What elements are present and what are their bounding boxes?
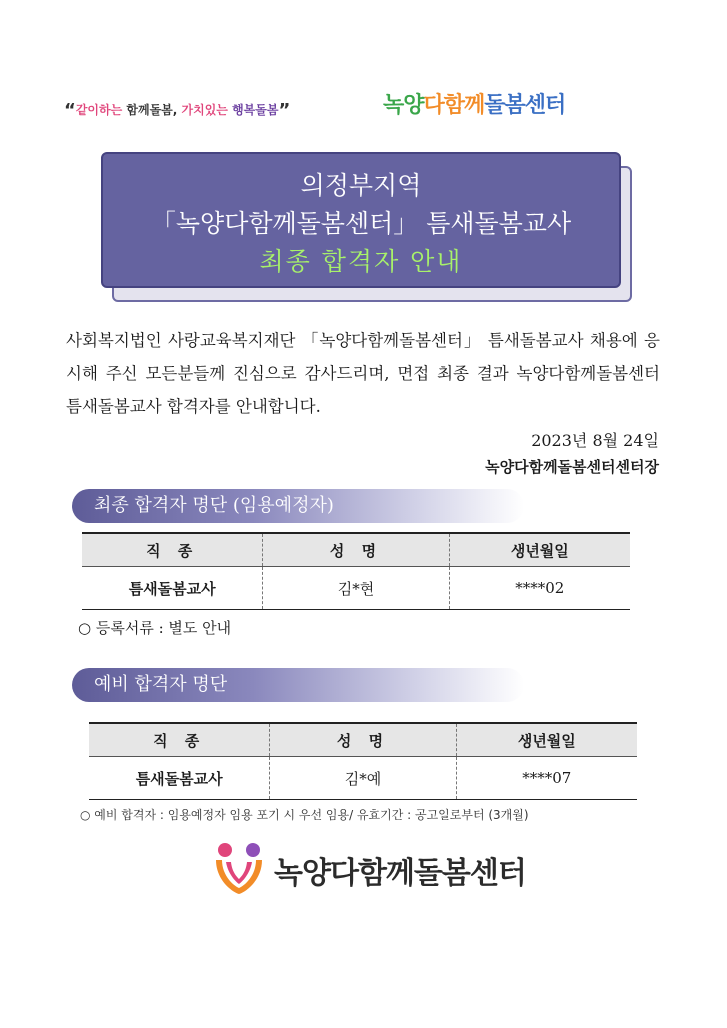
cell-job: 틈새돌봄교사 — [89, 757, 270, 800]
reserve-passers-table — [89, 722, 637, 800]
signer: 녹양다함께돌봄센터센터장 — [485, 458, 659, 476]
title-line1: 의정부지역 — [300, 171, 422, 200]
notice-date: 2023년 8월 24일 — [531, 431, 659, 450]
brand-part2: 다함께 — [423, 93, 485, 118]
final-section-banner: 최종 합격자 명단 (임용예정자) — [72, 489, 524, 523]
header-slogan: “같이하는 함께돌봄, 가치있는 행복돌봄” — [64, 100, 291, 121]
table-header-row — [89, 723, 637, 757]
cell-name: 김*현 — [263, 567, 449, 610]
footer-logo — [212, 840, 532, 896]
col-birth: 생년월일 — [456, 723, 637, 757]
table-row — [89, 757, 637, 800]
col-name: 성 명 — [270, 723, 456, 757]
reserve-section-banner: 예비 합격자 명단 — [72, 668, 524, 702]
registration-note: ○ 등록서류 : 별도 안내 — [78, 619, 232, 637]
slogan-part4: 행복돌봄 — [232, 103, 279, 117]
footer-brand-text: 녹양다함께돌봄센터 — [274, 856, 526, 891]
slogan-part2: 함께돌봄, — [126, 103, 178, 117]
col-job: 직 종 — [82, 533, 263, 567]
col-birth: 생년월일 — [449, 533, 630, 567]
header-brand-logo — [383, 88, 565, 119]
cell-job: 틈새돌봄교사 — [82, 567, 263, 610]
col-name: 성 명 — [263, 533, 449, 567]
table-row — [82, 567, 630, 610]
slogan-part1: 같이하는 — [75, 103, 123, 117]
reserve-note: ○ 예비 합격자 : 임용예정자 임용 포기 시 우선 임용/ 유효기간 : 공고일로부터 (3개월) — [80, 808, 529, 822]
brand-part1: 녹양 — [383, 93, 424, 118]
intro-paragraph: 사회복지법인 사랑교육복지재단 「녹양다함께돌봄센터」 틈새돌봄교사 채용에 응시해 주신 모든분들께 진심으로 감사드리며, 면접 최종 결과 녹양다함께돌봄센터 틈새돌봄교사 합격자를 안내합니다. — [66, 331, 660, 416]
cell-birth: ****07 — [456, 757, 637, 800]
col-job: 직 종 — [89, 723, 270, 757]
slogan-part3: 가치있는 — [181, 103, 228, 117]
cell-birth: ****02 — [449, 567, 630, 610]
heart-logo-icon — [212, 840, 266, 896]
table-header-row — [82, 533, 630, 567]
title-line3: 최종 합격자 안내 — [259, 247, 463, 276]
final-passers-table — [82, 532, 630, 610]
title-box — [101, 152, 621, 288]
title-line2: 「녹양다함께돌봄센터」 틈새돌봄교사 — [150, 209, 572, 238]
cell-name: 김*예 — [270, 757, 456, 800]
brand-part3: 돌봄센터 — [484, 93, 566, 118]
